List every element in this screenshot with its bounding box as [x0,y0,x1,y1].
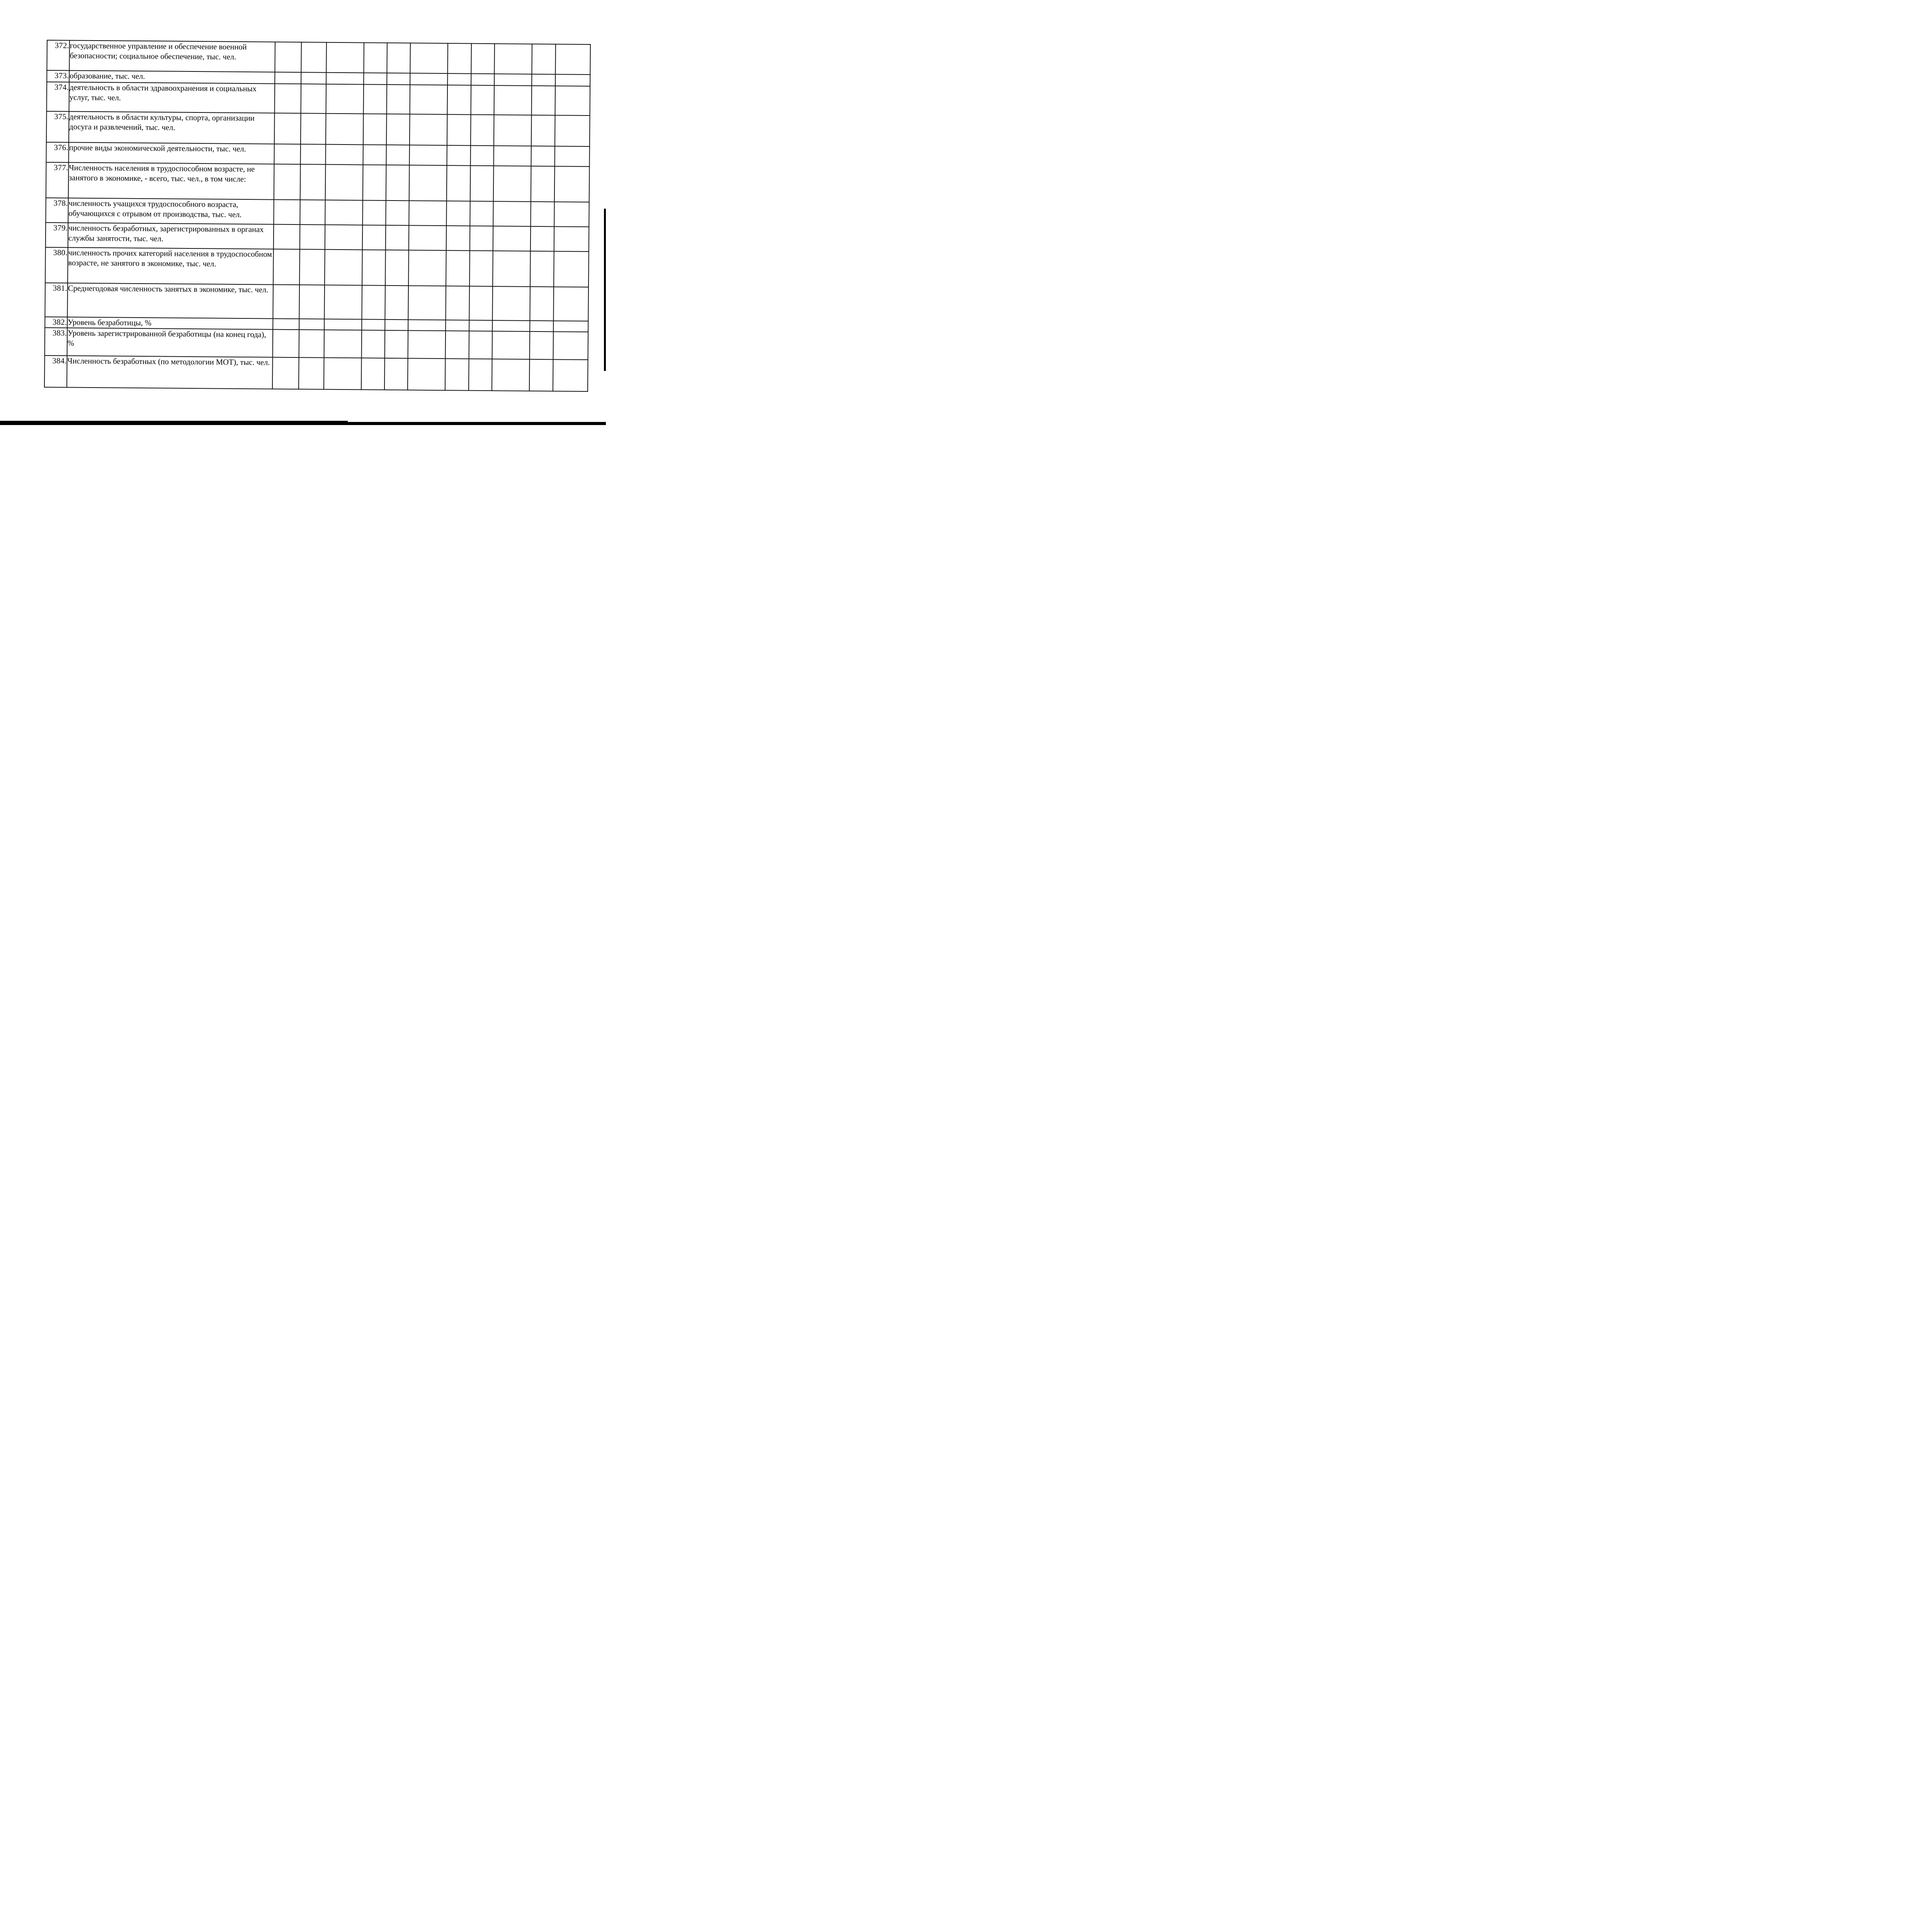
value-cell [555,44,590,75]
value-cell [273,249,300,285]
value-cell [492,359,530,391]
value-cell [364,73,387,84]
value-cell [555,86,590,116]
value-cell [386,225,409,250]
value-cell [446,320,469,331]
value-cell [446,201,470,226]
value-cell [494,74,532,86]
value-cell [299,357,324,389]
value-cell [409,145,447,165]
value-cell [493,146,531,166]
row-label: Уровень зарегистрированной безработицы (на конец года), % [67,328,273,357]
value-cell [273,330,299,358]
value-cell [275,84,301,114]
value-cell [469,286,493,320]
table-row [45,283,588,321]
value-cell [408,286,446,320]
value-cell [385,320,408,330]
value-cell [530,251,554,287]
value-cell [531,115,555,146]
value-cell [299,330,325,358]
value-cell [529,359,553,391]
value-cell [409,201,446,226]
row-label: Численность населения в трудоспособном возрасте, не занятого в экономике, - всего, тыс. чел., в том числе: [68,162,274,199]
value-cell [362,200,386,225]
document-page [0,0,606,425]
value-cell [275,72,301,84]
value-cell [493,226,531,251]
value-cell [446,250,470,286]
value-cell [531,226,554,251]
value-cell [469,251,493,286]
value-cell [301,84,327,114]
value-cell [447,165,471,201]
value-cell [492,331,530,359]
value-cell [492,286,530,321]
value-cell [494,115,532,146]
value-cell [553,332,588,360]
value-cell [273,319,299,330]
value-cell [470,166,494,201]
table-row [44,355,588,391]
value-cell [384,358,408,390]
value-cell [531,202,554,226]
row-number: 373. [47,70,69,82]
value-cell [447,145,470,165]
value-cell [274,224,300,250]
value-cell [555,74,590,86]
value-cell [494,85,532,115]
value-cell [300,224,325,250]
row-label: Уровень безработицы, % [67,317,273,329]
value-cell [553,321,588,332]
value-cell [299,319,324,330]
value-cell [445,359,469,390]
value-cell [364,84,387,114]
value-cell [530,287,554,321]
value-cell [325,165,363,201]
value-cell [555,115,590,146]
value-cell [532,86,556,115]
value-cell [469,320,492,331]
scan-edge-mark [604,209,606,371]
value-cell [531,166,555,202]
value-cell [469,359,492,391]
row-number: 380. [45,247,68,283]
value-cell [410,85,448,114]
value-cell [300,144,325,165]
scan-bottom-border [0,421,348,425]
indicator-table [44,40,591,392]
value-cell [324,319,362,330]
value-cell [470,201,493,226]
value-cell [361,358,385,389]
value-cell [471,74,494,85]
value-cell [471,115,494,146]
row-number: 377. [46,162,69,198]
row-number: 384. [44,355,67,387]
value-cell [385,286,408,320]
value-cell [387,43,410,73]
value-cell [446,226,470,250]
value-cell [326,43,364,73]
value-cell [325,250,362,286]
row-number: 372. [47,40,70,70]
value-cell [447,85,471,114]
value-cell [301,72,326,84]
table-row [46,162,590,202]
value-cell [274,144,300,165]
value-cell [299,285,325,319]
value-cell [471,85,495,115]
value-cell [299,249,325,285]
row-label: деятельность в области здравоохранения и социальных услуг, тыс. чел. [69,82,275,113]
value-cell [274,200,300,225]
value-cell [447,73,471,85]
value-cell [469,331,493,359]
value-cell [470,226,493,251]
value-cell [362,225,386,250]
value-cell [326,73,364,85]
value-cell [410,73,447,85]
value-cell [494,44,532,74]
value-cell [386,114,410,145]
row-label: государственное управление и обеспечение военной безопасности; социальное обеспечение, тыс. чел. [69,40,275,72]
value-cell [325,145,363,165]
value-cell [408,320,446,331]
row-number: 383. [45,328,68,355]
value-cell [272,357,299,389]
row-number: 379. [46,223,68,247]
row-number: 374. [47,82,70,111]
table-row [46,111,590,146]
value-cell [326,114,364,145]
value-cell [530,321,553,332]
value-cell [447,114,471,145]
row-label: численность учащихся трудоспособного возраста, обучающихся с отрывом от производства, тыс. чел. [68,198,274,224]
value-cell [408,358,446,390]
value-cell [532,74,555,86]
value-cell [273,285,299,319]
value-cell [386,145,409,165]
row-number: 375. [46,111,69,142]
value-cell [410,43,448,73]
value-cell [408,250,446,286]
value-cell [362,319,385,330]
value-cell [324,285,362,320]
value-cell [553,359,588,391]
row-label: численность безработных, зарегистрированных в органах службы занятости, тыс. чел. [68,223,274,249]
value-cell [301,113,326,145]
value-cell [554,251,589,287]
value-cell [531,146,554,166]
value-cell [363,145,386,165]
value-cell [385,330,408,358]
value-cell [447,43,471,73]
value-cell [326,84,364,114]
value-cell [532,44,556,74]
value-cell [408,330,446,359]
row-number: 376. [46,142,69,162]
row-label: Среднегодовая численность занятых в экономике, тыс. чел. [67,283,273,318]
value-cell [493,201,531,226]
value-cell [492,320,530,332]
value-cell [446,331,469,359]
value-cell [324,330,362,358]
value-cell [274,113,301,145]
value-cell [554,166,590,202]
row-label: образование, тыс. чел. [69,70,275,83]
row-number: 378. [46,198,68,223]
value-cell [471,44,495,74]
row-label: Численность безработных (по методологии МОТ), тыс. чел. [67,355,273,389]
value-cell [386,201,409,225]
value-cell [410,114,447,145]
row-number: 381. [45,283,68,317]
table-row [46,198,589,227]
value-cell [274,164,301,200]
value-cell [362,250,386,285]
value-cell [301,42,327,73]
value-cell [446,286,469,320]
value-cell [387,73,410,85]
table-row [47,40,590,75]
row-label: прочие виды экономической деятельности, тыс. чел. [69,142,274,164]
value-cell [554,146,589,167]
value-cell [387,85,410,114]
value-cell [470,146,493,166]
scan-bottom-border-right [348,422,606,425]
value-cell [386,165,410,201]
table-row [45,328,588,360]
value-cell [554,226,589,252]
value-cell [325,200,362,225]
value-cell [493,166,531,202]
value-cell [363,114,387,145]
value-cell [324,358,362,390]
value-cell [363,165,386,200]
value-cell [364,43,387,73]
value-cell [385,250,409,286]
table-row [46,223,589,252]
value-cell [300,200,325,225]
row-label: деятельность в области культуры, спорта, организации досуга и развлечений, тыс. чел. [69,111,275,144]
value-cell [300,164,326,200]
value-cell [554,202,589,227]
value-cell [362,285,385,319]
value-cell [409,165,447,201]
table-row [45,247,589,287]
value-cell [409,225,446,250]
value-cell [362,330,385,358]
value-cell [275,42,301,73]
value-cell [553,287,588,321]
value-cell [325,225,362,250]
value-cell [493,251,531,287]
value-cell [530,332,554,359]
row-number: 382. [45,317,67,328]
table-row [47,82,590,116]
row-label: численность прочих категорий населения в трудоспособном возрасте, не занятого в экономике, тыс. чел. [68,247,274,284]
